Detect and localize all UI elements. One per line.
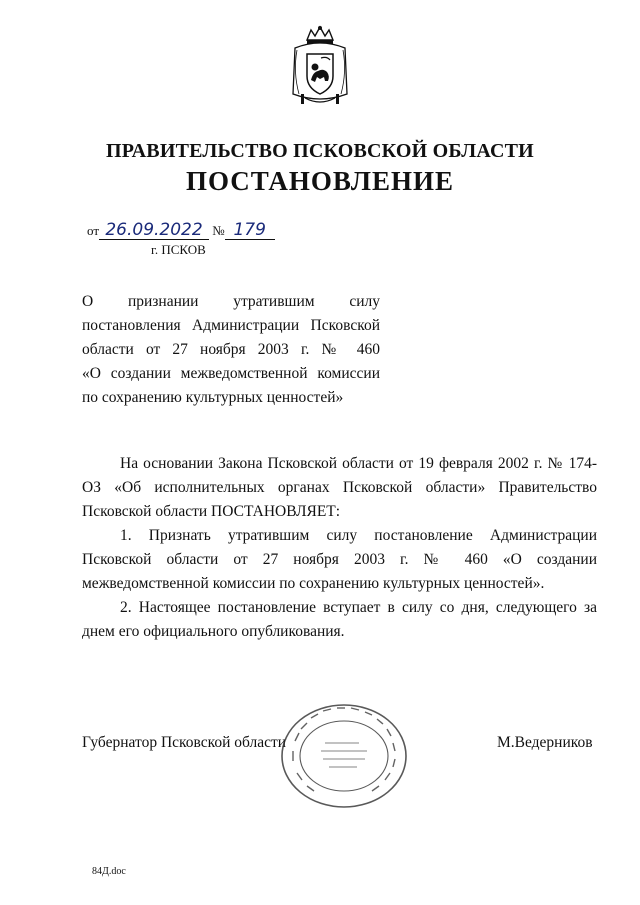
number-prefix: №: [212, 223, 225, 238]
title-line: «О создании межведомственной комиссии: [82, 365, 380, 382]
item-1-paragraph: 1. Признать утратившим силу постановление Администрации Псковской области от 27 ноября 2003 г. № 460 «О создании межведомственной комиссии по сохранению культурных ценностей».: [82, 527, 597, 592]
coat-of-arms-emblem: [287, 24, 353, 110]
signer-name: М.Ведерников: [497, 734, 593, 751]
file-name: 84Д.doc: [92, 866, 126, 877]
title-line: постановления Администрации Псковской: [82, 317, 380, 334]
document-number: 179: [225, 222, 275, 240]
document-title: [82, 290, 380, 410]
date-number-line: [87, 222, 275, 240]
document-date: 26.09.2022: [99, 222, 209, 240]
date-prefix: от: [87, 223, 100, 238]
organization-name: ПРАВИТЕЛЬСТВО ПСКОВСКОЙ ОБЛАСТИ: [106, 140, 534, 162]
document-type: ПОСТАНОВЛЕНИЕ: [185, 166, 455, 196]
official-seal-stamp: [277, 701, 411, 811]
title-line: О признании утратившим силу: [82, 293, 380, 310]
document-body: [82, 452, 597, 644]
item-2-paragraph: 2. Настоящее постановление вступает в силу со дня, следующего за днем его официального опубликования.: [82, 599, 597, 640]
signer-position: Губернатор Псковской области: [82, 734, 287, 751]
title-line: по сохранению культурных ценностей»: [82, 389, 344, 406]
preamble-paragraph: На основании Закона Псковской области от 19 февраля 2002 г. № 174-ОЗ «Об исполнительных органах Псковской области» Правительство Псковской области ПОСТАНОВЛЯЕТ:: [82, 455, 597, 520]
title-line: области от 27 ноября 2003 г. № 460: [82, 341, 380, 358]
city: г. ПСКОВ: [151, 242, 206, 257]
